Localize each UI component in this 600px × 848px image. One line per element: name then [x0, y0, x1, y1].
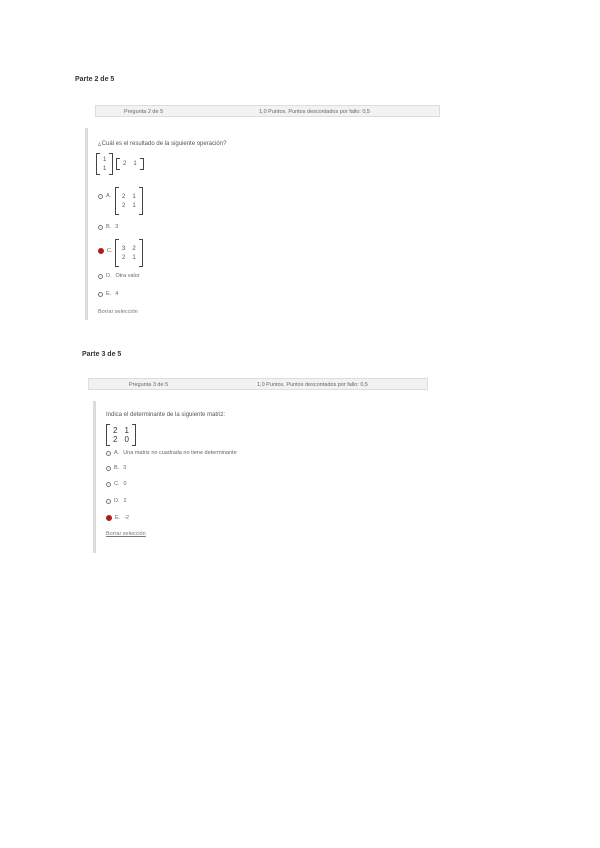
question-3-box	[93, 401, 96, 553]
matrix-cell: 1	[124, 426, 129, 435]
clear-selection-link[interactable]: Borrar selección	[106, 531, 146, 537]
matrix-cell: 1	[132, 202, 136, 209]
radio-button[interactable]	[106, 466, 111, 471]
option-e[interactable]	[98, 291, 118, 297]
matrix-cell: 2	[122, 254, 126, 261]
matrix-cell: 2	[122, 202, 126, 209]
option-a[interactable]	[98, 193, 115, 199]
clear-selection-link[interactable]: Borrar selección	[98, 309, 138, 315]
option-letter: D.	[106, 273, 112, 279]
option-letter: E.	[115, 515, 121, 521]
option-a-matrix	[115, 187, 143, 215]
radio-button[interactable]	[106, 482, 111, 487]
option-b[interactable]	[98, 224, 118, 230]
question-2-column-vector	[96, 153, 113, 175]
matrix-cell: 1	[132, 254, 136, 261]
matrix-cell: 2	[123, 161, 127, 167]
question-3-header-bar	[88, 378, 428, 390]
radio-button[interactable]	[106, 451, 111, 456]
matrix-cell: 1	[103, 165, 107, 172]
question-3-points: 1,0 Puntos. Puntos descontados por fallo: 0,5	[257, 382, 368, 388]
option-letter: A.	[114, 450, 120, 456]
radio-button-selected[interactable]	[106, 515, 112, 521]
question-2-text: ¿Cuál es el resultado de la siguiente operación?	[98, 141, 227, 147]
option-letter: C.	[114, 481, 120, 487]
matrix-cell: 2	[132, 245, 136, 252]
option-d[interactable]	[98, 273, 140, 279]
option-letter: E.	[106, 291, 112, 297]
matrix-cell: 1	[132, 193, 136, 200]
option-letter: A.	[106, 193, 112, 199]
option-text: Otra valor	[115, 273, 140, 279]
radio-button[interactable]	[98, 225, 103, 230]
option-letter: B.	[114, 465, 120, 471]
question-2-row-vector	[116, 158, 144, 170]
part-3-title: Parte 3 de 5	[82, 351, 122, 358]
option-letter: C.	[107, 248, 113, 254]
option-c-matrix	[115, 239, 143, 267]
question-3-number: Pregunta 3 de 5	[129, 382, 169, 388]
question-2-number: Pregunta 2 de 5	[124, 109, 164, 115]
option-d[interactable]	[106, 498, 127, 504]
question-2-box	[85, 128, 88, 320]
question-2-header-bar	[95, 105, 440, 117]
option-text: -2	[124, 515, 130, 521]
matrix-cell: 2	[113, 426, 118, 435]
matrix-cell: 2	[122, 193, 126, 200]
option-text: 4	[115, 291, 119, 297]
question-3-text: Indica el determinante de la siguiente matriz:	[106, 412, 226, 418]
option-letter: B.	[106, 224, 112, 230]
option-c[interactable]	[106, 481, 127, 487]
radio-button-selected[interactable]	[98, 248, 104, 254]
option-text: 3	[123, 465, 127, 471]
question-3-matrix	[106, 424, 136, 446]
option-e[interactable]	[106, 515, 129, 521]
radio-button[interactable]	[98, 274, 103, 279]
option-text: 0	[123, 481, 127, 487]
matrix-cell: 2	[113, 435, 118, 444]
radio-button[interactable]	[106, 499, 111, 504]
option-c[interactable]	[98, 248, 117, 254]
radio-button[interactable]	[98, 292, 103, 297]
matrix-cell: 1	[133, 161, 137, 167]
option-a[interactable]	[106, 450, 237, 456]
option-b[interactable]	[106, 465, 126, 471]
matrix-cell: 3	[122, 245, 126, 252]
part-2-title: Parte 2 de 5	[75, 76, 115, 83]
matrix-cell: 0	[124, 435, 129, 444]
radio-button[interactable]	[98, 194, 103, 199]
option-text: 3	[115, 224, 119, 230]
option-letter: D.	[114, 498, 120, 504]
question-2-points: 1,0 Puntos. Puntos descontados por fallo: 0,5	[259, 109, 370, 115]
option-text: 2	[123, 498, 127, 504]
option-text: Una matriz no cuadrada no tiene determinante	[123, 450, 237, 456]
matrix-cell: 1	[103, 156, 107, 163]
